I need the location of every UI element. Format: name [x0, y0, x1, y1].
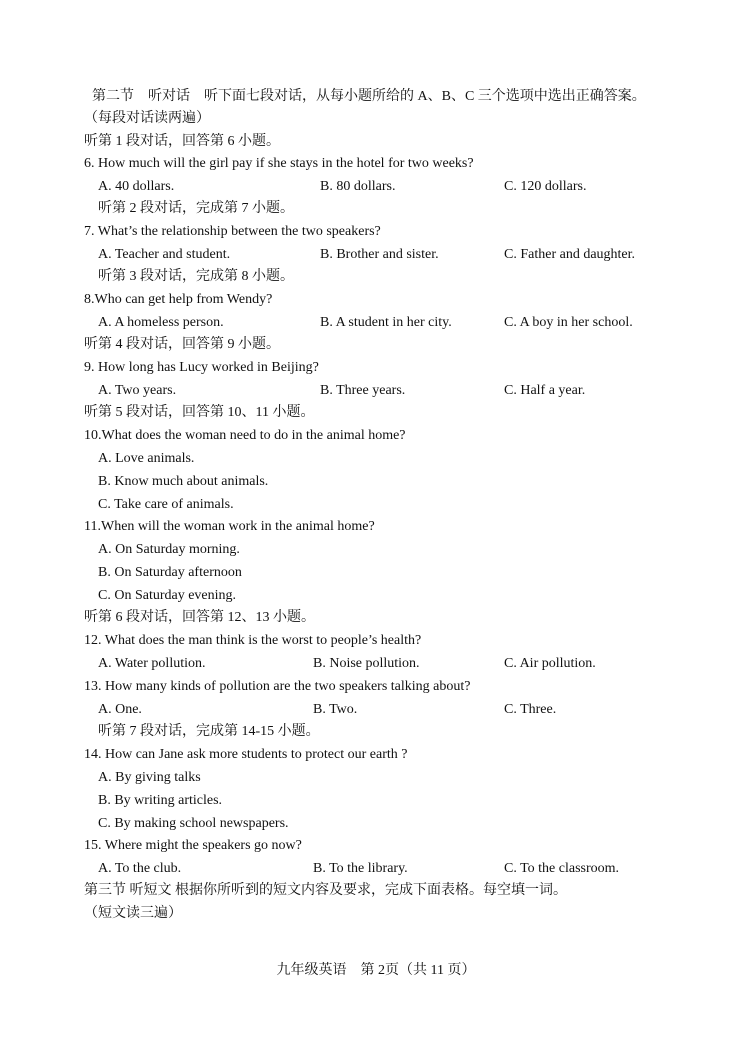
- q15-option-b: B. To the library.: [313, 861, 408, 876]
- q7-option-b: B. Brother and sister.: [320, 247, 439, 262]
- q8-option-c: C. A boy in her school.: [504, 315, 633, 330]
- instruction-q9: 听第 4 段对话，回答第 9 小题。: [84, 337, 280, 352]
- q11-option-a: A. On Saturday morning.: [98, 542, 240, 557]
- q7-option-a: A. Teacher and student.: [98, 247, 231, 262]
- q12-option-a: A. Water pollution.: [98, 656, 206, 671]
- q8-option-b: B. A student in her city.: [320, 315, 452, 330]
- instruction-q7: 听第 2 段对话，完成第 7 小题。: [98, 201, 294, 216]
- q14-option-a: A. By giving talks: [98, 770, 201, 785]
- question-9: 9. How long has Lucy worked in Beijing?: [84, 360, 319, 375]
- q12-option-b: B. Noise pollution.: [313, 656, 420, 671]
- instruction-q8: 听第 3 段对话，完成第 8 小题。: [98, 269, 294, 284]
- question-14: 14. How can Jane ask more students to protect our earth ?: [84, 747, 408, 762]
- q12-option-c: C. Air pollution.: [504, 656, 596, 671]
- section2-header: 第二节 听对话 听下面七段对话，从每小题所给的 A、B、C 三个选项中选出正确答案。: [92, 89, 646, 104]
- instruction-q12-13: 听第 6 段对话，回答第 12、13 小题。: [84, 610, 315, 625]
- question-15: 15. Where might the speakers go now?: [84, 838, 302, 853]
- section3-note: （短文读三遍）: [84, 906, 182, 921]
- instruction-q10-11: 听第 5 段对话，回答第 10、11 小题。: [84, 405, 315, 420]
- q11-option-c: C. On Saturday evening.: [98, 588, 237, 603]
- section2-note: （每段对话读两遍）: [84, 111, 210, 126]
- q15-option-a: A. To the club.: [98, 861, 182, 876]
- question-13: 13. How many kinds of pollution are the two speakers talking about?: [84, 679, 471, 694]
- question-11: 11.When will the woman work in the animal home?: [84, 519, 375, 534]
- question-12: 12. What does the man think is the worst to people’s health?: [84, 633, 422, 648]
- q9-option-c: C. Half a year.: [504, 383, 586, 398]
- q8-option-a: A. A homeless person.: [98, 315, 224, 330]
- q10-option-b: B. Know much about animals.: [98, 474, 269, 489]
- instruction-q14-15: 听第 7 段对话，完成第 14-15 小题。: [98, 724, 320, 739]
- question-8: 8.Who can get help from Wendy?: [84, 292, 273, 307]
- question-6: 6. How much will the girl pay if she stays in the hotel for two weeks?: [84, 156, 474, 171]
- q11-option-b: B. On Saturday afternoon: [98, 565, 242, 580]
- q7-option-c: C. Father and daughter.: [504, 247, 636, 262]
- q6-option-c: C. 120 dollars.: [504, 179, 587, 194]
- q10-option-a: A. Love animals.: [98, 451, 195, 466]
- section3-header: 第三节 听短文 根据你所听到的短文内容及要求，完成下面表格。每空填一词。: [84, 883, 567, 898]
- question-7: 7. What’s the relationship between the two speakers?: [84, 224, 381, 239]
- q6-option-a: A. 40 dollars.: [98, 179, 175, 194]
- instruction-q6: 听第 1 段对话，回答第 6 小题。: [84, 134, 280, 149]
- page-footer: 九年级英语 第 2页（共 11 页）: [276, 963, 476, 978]
- q10-option-c: C. Take care of animals.: [98, 497, 234, 512]
- question-10: 10.What does the woman need to do in the animal home?: [84, 428, 406, 443]
- q15-option-c: C. To the classroom.: [504, 861, 620, 876]
- q13-option-c: C. Three.: [504, 702, 557, 717]
- q14-option-c: C. By making school newspapers.: [98, 816, 289, 831]
- q13-option-b: B. Two.: [313, 702, 358, 717]
- q14-option-b: B. By writing articles.: [98, 793, 223, 808]
- q9-option-a: A. Two years.: [98, 383, 177, 398]
- q9-option-b: B. Three years.: [320, 383, 406, 398]
- q13-option-a: A. One.: [98, 702, 142, 717]
- q6-option-b: B. 80 dollars.: [320, 179, 396, 194]
